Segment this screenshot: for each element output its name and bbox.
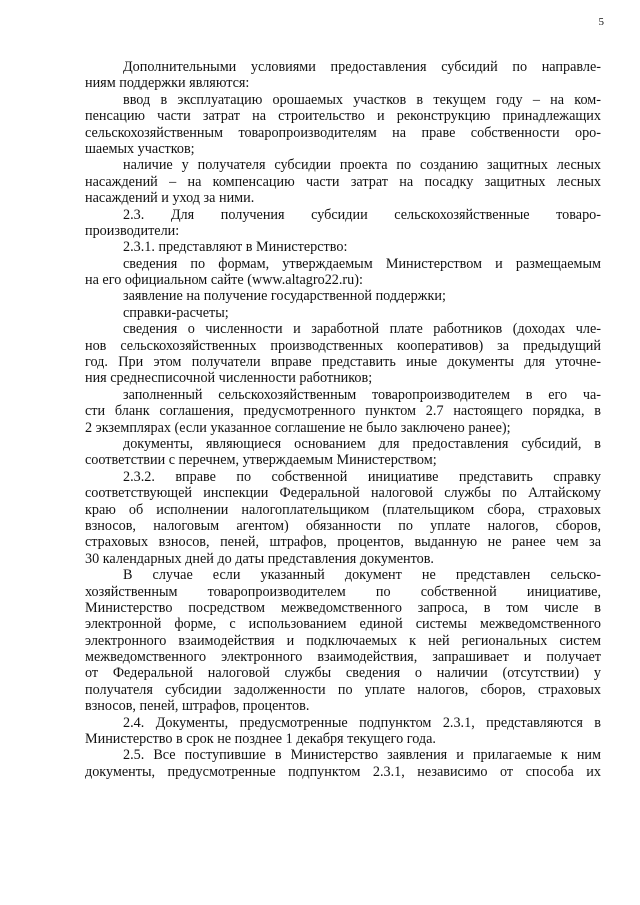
page-number: 5 [598, 16, 604, 28]
text-line: нов сельскохозяйственных производственных кооперативов) за предыдущий [85, 337, 601, 354]
text-line: ния среднесписочной численности работников; [85, 370, 373, 387]
text-line: Министерство в срок не позднее 1 декабря текущего года. [85, 731, 436, 748]
text-line: В случае если указанный документ не представлен сельско- [123, 567, 601, 584]
text-line: сельскохозяйственным товаропроизводителям на праве собственности оро- [85, 124, 601, 141]
text-line: 2 экземплярах (если указанное соглашение не было заключено ранее); [85, 419, 511, 436]
text-line: насаждений – на компенсацию части затрат на посадку защитных лесных [85, 173, 601, 190]
text-line: ввод в эксплуатацию орошаемых участков в текущем году – на ком- [123, 91, 601, 108]
text-line: получателя субсидии задолженности по уплате налогов, сборов, страховых [85, 681, 601, 698]
text-line: Министерство посредством межведомственного запроса, в том числе в [85, 599, 601, 616]
text-line: 2.5. Все поступившие в Министерство заявления и прилагаемые к ним [123, 747, 601, 764]
text-line: на его официальном сайте (www.altagro22.ru): [85, 272, 363, 289]
text-line: 2.3. Для получения субсидии сельскохозяйственные товаро- [123, 206, 601, 223]
text-line: заполненный сельскохозяйственным товаропроизводителем в его ча- [123, 386, 601, 403]
text-line: справки-расчеты; [123, 304, 229, 321]
text-line: электронной форме, с использованием единой системы межведомственного [85, 616, 601, 633]
text-line: от Федеральной налоговой службы сведения о наличии (отсутствии) у [85, 665, 601, 682]
text-line: 2.4. Документы, предусмотренные подпунктом 2.3.1, представляются в [123, 714, 601, 731]
text-line: межведомственного электронного взаимодействия, запрашивает и получает [85, 649, 601, 666]
text-line: ниям поддержки являются: [85, 75, 250, 92]
text-line: пенсацию части затрат на строительство и реконструкцию принадлежащих [85, 108, 601, 125]
text-line: год. При этом получатели вправе представить иные документы для уточне- [85, 354, 601, 371]
text-line: документы, являющиеся основанием для предоставления субсидий, в [123, 435, 601, 452]
text-line: соответствующей инспекции Федеральной налоговой службы по Алтайскому [85, 485, 601, 502]
text-line: документы, предусмотренные подпунктом 2.3.1, независимо от способа их [85, 763, 601, 780]
text-line: краю об исполнении налогоплательщиком (плательщиком сбора, страховых [85, 501, 601, 518]
text-line: страховых взносов, пеней, штрафов, процентов, выданную не ранее чем за [85, 534, 601, 551]
text-line: заявление на получение государственной поддержки; [123, 288, 446, 305]
text-line: электронного взаимодействия и подключаемых к ней региональных систем [85, 632, 601, 649]
text-line: 2.3.1. представляют в Министерство: [123, 239, 348, 256]
text-line: взносов, налоговым агентом) обязанности по уплате налогов, сборов, [85, 517, 601, 534]
text-line: сведения о численности и заработной плате работников (доходах чле- [123, 321, 601, 338]
text-line: 2.3.2. вправе по собственной инициативе представить справку [123, 468, 601, 485]
text-line: хозяйственным товаропроизводителем по собственной инициативе, [85, 583, 601, 600]
text-line: сти бланк соглашения, предусмотренного пунктом 2.7 настоящего порядка, в [85, 403, 601, 420]
text-line: сведения по формам, утверждаемым Министерством и размещаемым [123, 255, 601, 272]
text-line: производители: [85, 222, 180, 239]
text-line: Дополнительными условиями предоставления субсидий по направле- [123, 59, 601, 75]
text-line: 30 календарных дней до даты представления документов. [85, 550, 434, 567]
text-line: соответствии с перечнем, утверждаемым Министерством; [85, 452, 437, 469]
text-line: наличие у получателя субсидии проекта по созданию защитных лесных [123, 157, 601, 174]
text-line: шаемых участков; [85, 140, 195, 157]
document-body [85, 59, 601, 780]
text-line: насаждений и уход за ними. [85, 190, 255, 207]
text-line: взносов, пеней, штрафов, процентов. [85, 698, 310, 715]
